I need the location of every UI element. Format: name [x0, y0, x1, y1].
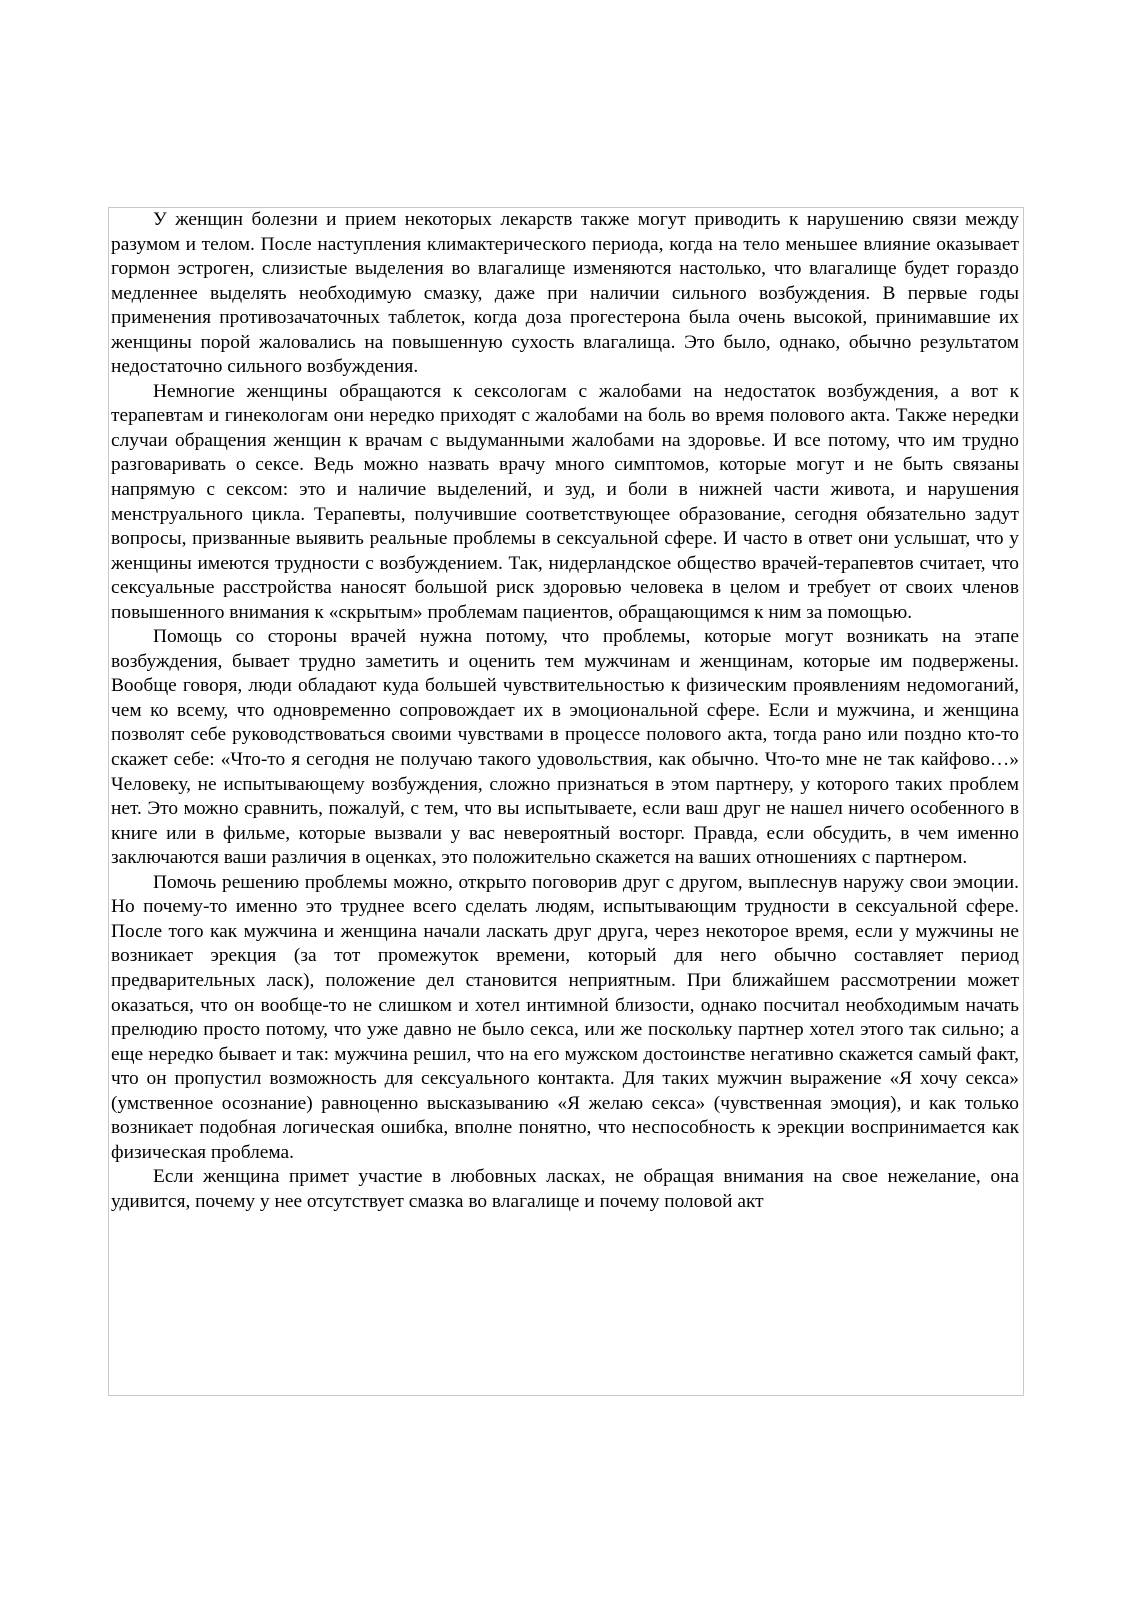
text-frame [108, 207, 1024, 1396]
paragraph-4: Помочь решению проблемы можно, открыто поговорив друг с другом, выплеснув наружу свои эмоции. Но почему-то именно это труднее всего сделать людям, испытывающим трудности в сексуальной сфере. После того как мужчина и женщина начали ласкать друг друга, через некоторое время, если у мужчины не возникает эрекция (за тот промежуток времени, который для него обычно составляет период предварительных ласк), положение дел становится неприятным. При ближайшем рассмотрении может оказаться, что он вообще-то не слишком и хотел интимной близости, однако посчитал необходимым начать прелюдию просто потому, что уже давно не было секса, или же поскольку партнер хотел этого так сильно; а еще нередко бывает и так: мужчина решил, что на его мужском достоинстве негативно скажется самый факт, что он пропустил возможность для сексуального контакта. Для таких мужчин выражение «Я хочу секса» (умственное осознание) равноценно высказыванию «Я желаю секса» (чувственная эмоция), и как только возникает подобная логическая ошибка, вполне понятно, что неспособность к эрекции воспринимается как физическая проблема. [111, 871, 1019, 1163]
paragraph-1: У женщин болезни и прием некоторых лекарств также могут приводить к нарушению связи между разумом и телом. После наступления климактерического периода, когда на тело меньшее влияние оказывает гормон эстроген, слизистые выделения во влагалище изменяются настолько, что влагалище будет гораздо медленнее выделять необходимую смазку, даже при наличии сильного возбуждения. В первые годы применения противозачаточных таблеток, когда доза прогестерона была очень высокой, принимавшие их женщины порой жаловались на повышенную сухость влагалища. Это было, однако, обычно результатом недостаточно сильного возбуждения. [111, 209, 1019, 378]
paragraph-5: Если женщина примет участие в любовных ласках, не обращая внимания на свое нежелание, она удивится, почему у нее отсутствует смазка во влагалище и почему половой акт [111, 1166, 1019, 1212]
paragraph-2: Немногие женщины обращаются к сексологам с жалобами на недостаток возбуждения, а вот к терапевтам и гинекологам они нередко приходят с жалобами на боль во время полового акта. Также нередки случаи обращения женщин к врачам с выдуманными жалобами на здоровье. И все потому, что им трудно разговаривать о сексе. Ведь можно назвать врачу много симптомов, которые могут и не быть связаны напрямую с сексом: это и наличие выделений, и зуд, и боли в нижней части живота, и нарушения менструального цикла. Терапевты, получившие соответствующее образование, сегодня обязательно задут вопросы, призванные выявить реальные проблемы в сексуальной сфере. И часто в ответ они услышат, что у женщины имеются трудности с возбуждением. Так, нидерландское общество врачей-терапевтов считает, что сексуальные расстройства наносят большой риск здоровью человека в целом и требует от своих членов повышенного внимания к «скрытым» проблемам пациентов, обращающимся к ним за помощью. [111, 380, 1019, 623]
paragraph-3: Помощь со стороны врачей нужна потому, что проблемы, которые могут возникать на этапе возбуждения, бывает трудно заметить и оценить тем мужчинам и женщинам, которые им подвержены. Вообще говоря, люди обладают куда большей чувствительностью к физическим проявлениям недомоганий, чем ко всему, что одновременно сопровождает их в эмоциональной сфере. Если и мужчина, и женщина позволят себе руководствоваться своими чувствами в процессе полового акта, тогда рано или поздно кто-то скажет себе: «Что-то я сегодня не получаю такого удовольствия, как обычно. Что-то мне не так кайфово…» Человеку, не испытывающему возбуждения, сложно признаться в этом партнеру, у которого таких проблем нет. Это можно сравнить, пожалуй, с тем, что вы испытываете, если ваш друг не нашел ничего особенного в книге или в фильме, которые вызвали у вас невероятный восторг. Правда, если обсудить, в чем именно заключаются ваши различия в оценках, это положительно скажется на ваших отношениях с партнером. [111, 626, 1019, 869]
